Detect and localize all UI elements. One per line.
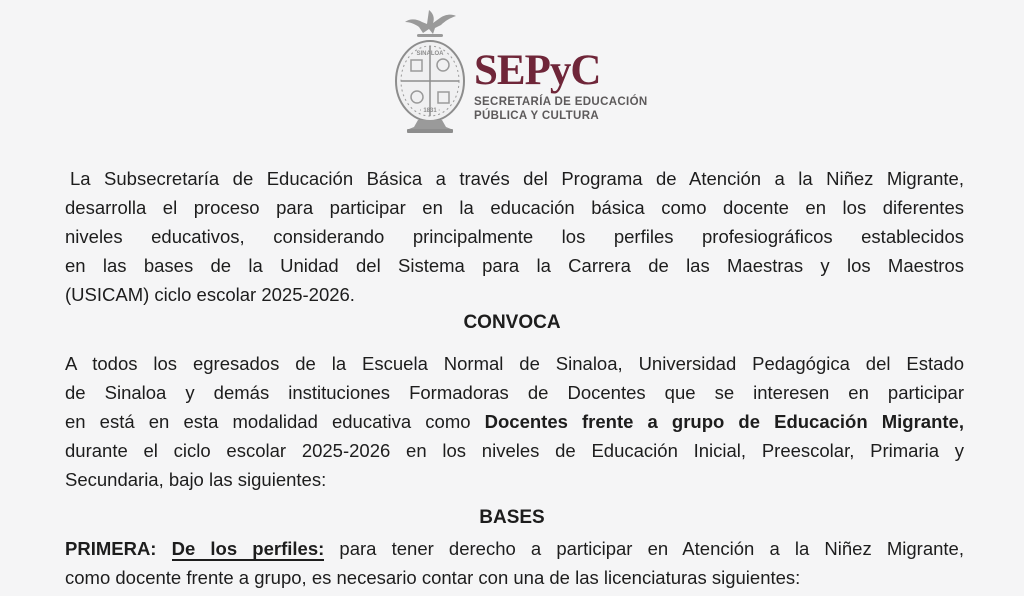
line-text-bold: Docentes frente a grupo de Educación Migrante, xyxy=(484,411,964,432)
line-text: en está en esta modalidad educativa como xyxy=(65,411,485,432)
line-text-bold-underline: De los perfiles: xyxy=(171,538,325,559)
brand-wordmark: SEPyC xyxy=(474,47,601,94)
paragraph-line: como docente frente a grupo, es necesario contar con una de las licenciaturas siguientes: xyxy=(65,567,801,588)
paragraph-line: niveles educativos, considerando principalmente los perfiles profesiográficos establecidos xyxy=(65,226,964,247)
crest-pedestal xyxy=(409,120,451,129)
paragraph-line: desarrolla el proceso para participar en la educación básica como docente en los diferentes xyxy=(65,197,964,218)
crest-base xyxy=(407,129,453,133)
call-paragraph xyxy=(65,349,964,494)
paragraph-line: La Subsecretaría de Educación Básica a través del Programa de Atención a la Niñez Migrante, xyxy=(70,168,964,189)
line-text-bold: PRIMERA: xyxy=(65,538,172,559)
paragraph-line: (USICAM) ciclo escolar 2025-2026. xyxy=(65,284,355,305)
crest-perch xyxy=(417,34,443,37)
crest-eagle xyxy=(405,10,456,34)
paragraph-line: de Sinaloa y demás instituciones Formadoras de Docentes que se interesen en participar xyxy=(65,382,964,403)
brand-subtitle-line2: PÚBLICA Y CULTURA xyxy=(474,109,599,122)
line-text: para tener derecho a participar en Atención a la Niñez Migrante, xyxy=(324,538,964,559)
bases-heading: BASES xyxy=(479,507,545,528)
paragraph-line xyxy=(65,534,964,563)
paragraph-line: en las bases de la Unidad del Sistema para la Carrera de las Maestras y los Maestros xyxy=(65,255,964,276)
brand-subtitle xyxy=(474,96,648,124)
crest-year-text: · 1831 · xyxy=(419,108,441,114)
paragraph-line xyxy=(65,407,964,436)
intro-paragraph xyxy=(65,164,964,309)
brand-subtitle-line1: SECRETARÍA DE EDUCACIÓN xyxy=(474,96,648,109)
sinaloa-crest-icon xyxy=(388,8,472,136)
brand-block xyxy=(474,48,648,124)
bases-paragraph xyxy=(65,534,964,592)
paragraph-line: durante el ciclo escolar 2025-2026 en los niveles de Educación Inicial, Preescolar, Primaria y xyxy=(65,440,964,461)
crest-motto-text: SINALOA xyxy=(416,51,444,57)
paragraph-line: A todos los egresados de la Escuela Normal de Sinaloa, Universidad Pedagógica del Estado xyxy=(65,353,964,374)
scan-page-edge xyxy=(0,596,1024,613)
paragraph-line: Secundaria, bajo las siguientes: xyxy=(65,469,327,490)
convoca-heading: CONVOCA xyxy=(463,312,561,333)
